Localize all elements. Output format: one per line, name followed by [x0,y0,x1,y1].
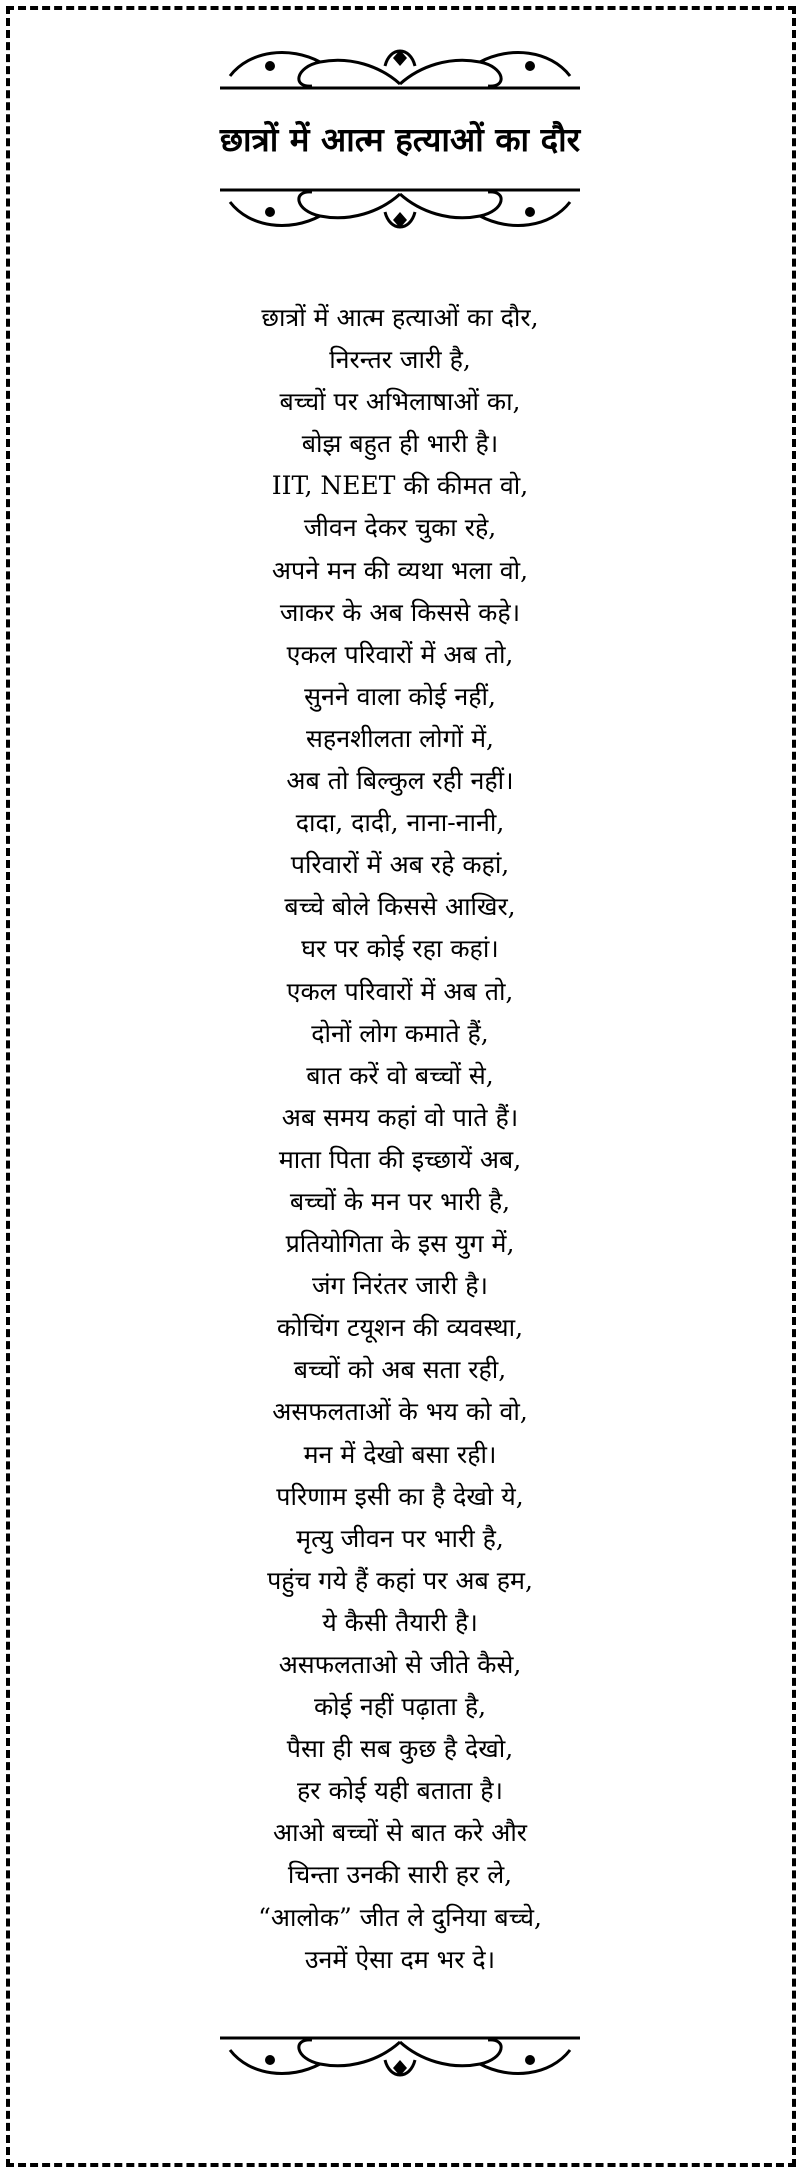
poem-line: बात करें वो बच्चों से, [306,1060,494,1090]
poem-line: हर कोई यही बताता है। [297,1776,503,1806]
poem-line: ये कैसी तैयारी है। [322,1607,478,1637]
poem-line: घर पर कोई रहा कहां। [301,934,499,964]
poem-line: बच्चे बोले किससे आखिर, [284,892,516,922]
poem-line: आओ बच्चों से बात करे और [272,1818,528,1848]
page-title: छात्रों में आत्म हत्याओं का दौर [219,120,581,159]
poem-line: कोचिंग टयूशन की व्यवस्था, [276,1313,524,1343]
poem-line: दादा, दादी, नाना-नानी, [295,808,505,838]
poem-line: अपने मन की व्यथा भला वो, [271,555,529,585]
poem-line: जाकर के अब किससे कहे। [279,597,521,627]
poem-line: निरन्तर जारी है, [329,345,471,375]
poem-line: बच्चों पर अभिलाषाओं का, [279,387,521,417]
poem-line: जीवन देकर चुका रहे, [303,513,497,543]
poem-line: असफलताओं के भय को वो, [272,1397,528,1427]
poem-line: मन में देखो बसा रही। [303,1439,497,1469]
poem-line: छात्रों में आत्म हत्याओं का दौर, [261,303,539,332]
poem-line: मृत्यु जीवन पर भारी है, [296,1523,504,1553]
poem-line: “आलोक” जीत ले दुनिया बच्चे, [258,1902,542,1932]
poem-line: कोई नहीं पढ़ाता है, [313,1692,487,1722]
floral-divider-icon [200,2030,600,2090]
poem-line: बोझ बहुत ही भारी है। [301,429,499,459]
poem-line: IIT, NEET की कीमत वो, [271,471,529,501]
poem-line: उनमें ऐसा दम भर दे। [304,1944,496,1974]
poem-line: दोनों लोग कमाते हैं, [311,1018,489,1048]
floral-divider-icon [200,36,600,96]
poem-body [0,297,800,1981]
poem-line: पहुंच गये हैं कहां पर अब हम, [267,1565,533,1595]
poem-line: परिणाम इसी का है देखो ये, [276,1481,524,1511]
poem-line: जंग निरंतर जारी है। [312,1271,488,1301]
poem-line: सुनने वाला कोई नहीं, [304,681,496,711]
poem-line: प्रतियोगिता के इस युग में, [285,1229,515,1259]
poem-line: माता पिता की इच्छायें अब, [278,1144,522,1174]
poem-line: सहनशीलता लोगों में, [306,723,494,753]
poem-line: बच्चों के मन पर भारी है, [289,1186,511,1216]
poem-line: एकल परिवारों में अब तो, [286,976,514,1006]
poem-line: चिन्ता उनकी सारी हर ले, [287,1860,513,1890]
poem-line: बच्चों को अब सता रही, [293,1355,507,1385]
poem-line: असफलताओ से जीते कैसे, [278,1650,522,1679]
poem-line: अब समय कहां वो पाते हैं। [281,1102,519,1132]
floral-divider-icon [200,182,600,242]
poem-line: अब तो बिल्कुल रही नहीं। [286,766,514,796]
poem-line: परिवारों में अब रहे कहां, [290,850,510,880]
poem-line: पैसा ही सब कुछ है देखो, [286,1734,514,1764]
poem-line: एकल परिवारों में अब तो, [286,639,514,669]
